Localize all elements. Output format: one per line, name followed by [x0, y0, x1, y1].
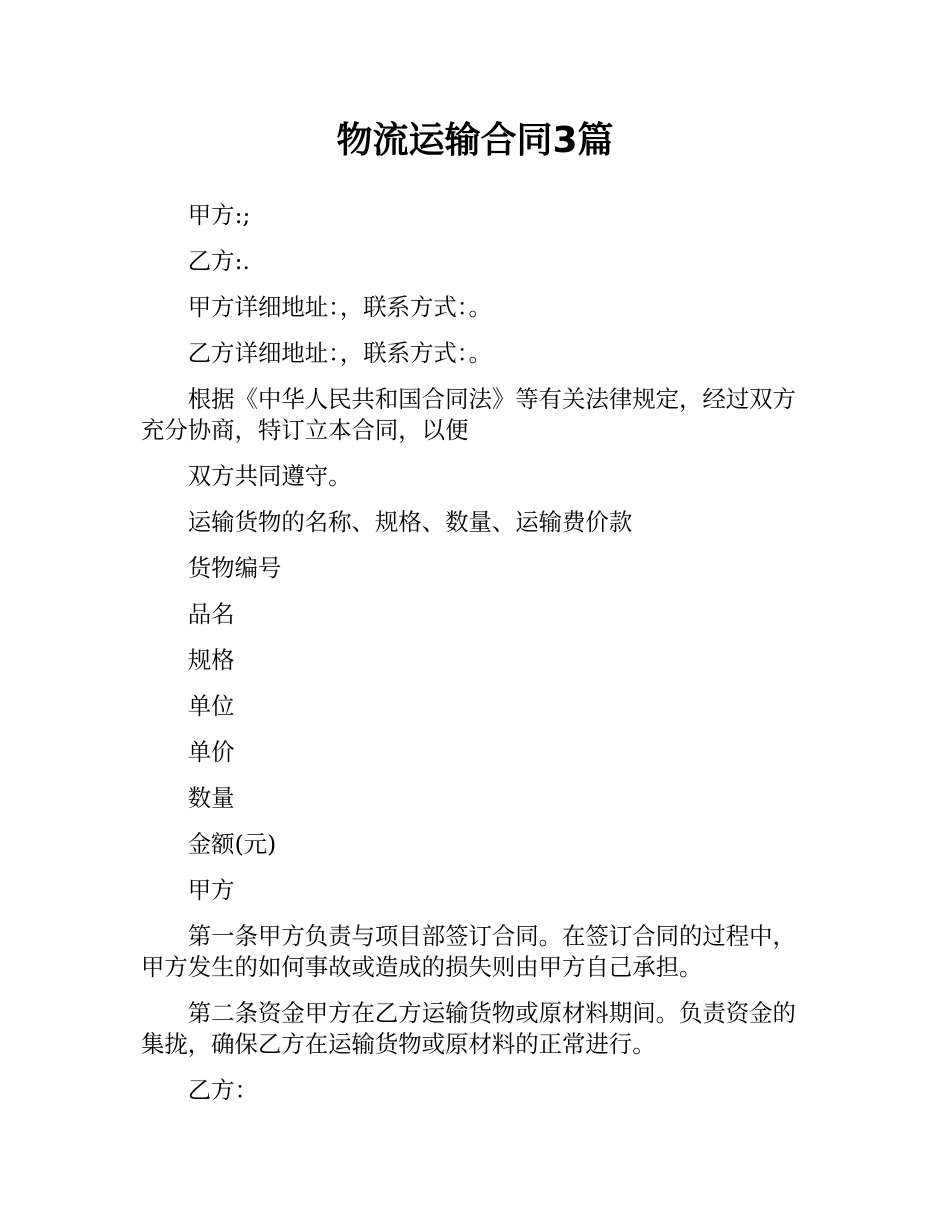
column-amount: 金额(元): [187, 830, 277, 858]
party-a-section-heading: 甲方: [187, 876, 235, 904]
party-b-section-heading: 乙方：: [187, 1076, 258, 1104]
column-goods-number: 货物编号: [187, 554, 282, 582]
column-quantity: 数量: [187, 784, 235, 812]
party-a-line: 甲方:;: [187, 201, 251, 229]
goods-table-heading: 运输货物的名称、规格、数量、运输费价款: [187, 508, 633, 536]
party-b-address: 乙方详细地址：，联系方式：。: [187, 339, 492, 367]
column-unit: 单位: [187, 692, 235, 720]
party-a-address: 甲方详细地址：，联系方式：。: [187, 293, 492, 321]
preamble-paragraph: 根据《中华人民共和国合同法》等有关法律规定，经过双方充分协商，特订立本合同，以便: [141, 385, 796, 444]
column-unit-price: 单价: [187, 738, 235, 766]
document-title: 物流运输合同3篇: [336, 120, 614, 161]
column-specification: 规格: [187, 646, 235, 674]
preamble-continuation: 双方共同遵守。: [187, 462, 352, 490]
party-b-line: 乙方:.: [187, 247, 250, 275]
clause-2: 第二条资金甲方在乙方运输货物或原材料期间。负责资金的集拢，确保乙方在运输货物或原材料的正常进行。: [141, 999, 796, 1058]
clause-1: 第一条甲方负责与项目部签订合同。在签订合同的过程中，甲方发生的如何事故或造成的损失则由甲方自己承担。: [141, 922, 796, 981]
column-product-name: 品名: [187, 600, 235, 628]
document-body: [141, 200, 816, 1121]
